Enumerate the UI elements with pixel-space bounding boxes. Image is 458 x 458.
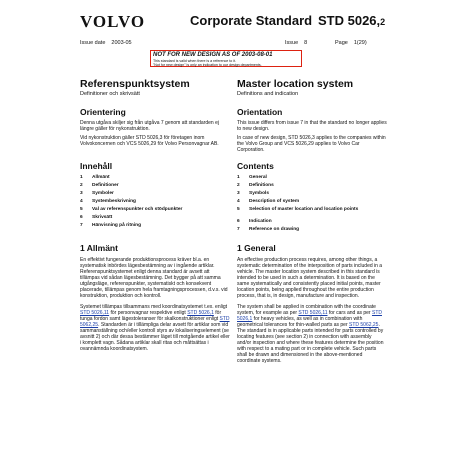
- toc-title: Symbols: [249, 191, 269, 196]
- toc-item: [237, 199, 387, 207]
- toc-title: Definitions: [249, 183, 274, 188]
- toc-item: [80, 175, 230, 183]
- toc-title: Description of system: [249, 199, 300, 204]
- toc-number: 6: [80, 215, 83, 220]
- swedish-contents-section: [80, 161, 230, 231]
- toc-number: 7: [237, 227, 240, 232]
- toc-title: General: [249, 175, 267, 180]
- toc-title: Reference on drawing: [249, 227, 300, 232]
- english-orientation-p2: In case of new design, STD 5026,3 applies to the companies within the Volvo Group and VCS 5026,29 applies to Volvo Car Corporation.: [237, 135, 386, 153]
- notice-line-2: "Not for new design" is only an indication to our design departments.: [153, 62, 262, 67]
- text-fragment: Systemet tillämpas tillsammans med koordinatsystemet t.ex. enligt: [80, 304, 227, 310]
- standard-number: [318, 13, 385, 28]
- toc-number: 1: [237, 175, 240, 180]
- toc-item: [80, 183, 230, 191]
- toc-title: Systembeskrivning: [92, 199, 136, 204]
- swedish-contents-heading: Innehåll: [80, 161, 113, 171]
- toc-title: Skrivsätt: [92, 215, 113, 220]
- page-number-value: 1(29): [353, 40, 367, 46]
- toc-number: 4: [80, 199, 83, 204]
- swedish-title: Referenspunktsystem: [80, 78, 190, 90]
- issue-date-value: 2003-05: [111, 40, 132, 46]
- text-fragment: . Standarden är i tillämpliga delar avsett för artiklar som vid sammanställning och/eller kontroll styrs av lokaliseringselement (se avsnitt 2) och där dessa bestämmer läget till motgående artikel eller i komplett vagn. Sådana artiklar skall ritas och måttsättas i ovannämnda koordinatsystem.: [80, 322, 230, 352]
- toc-item: [237, 207, 387, 219]
- notice-heading: NOT FOR NEW DESIGN AS OF 2003-08-01: [153, 52, 273, 58]
- toc-number: 3: [237, 191, 240, 196]
- text-fragment: for cars and as per: [327, 310, 372, 316]
- toc-item: [237, 175, 387, 183]
- text-fragment: för tunga fordon samt lägestoleranser för skalkonstruktioner enligt: [80, 310, 222, 322]
- toc-number: 5: [237, 207, 240, 212]
- english-general-section: [237, 243, 387, 364]
- text-fragment: . The standard is in applicable parts intended for parts controlled by locating features (see section 2) in connection with assembly and/or inspection and where these features determine the position with respect to a mating part or in complete vehicle. Such parts shall be drawn and dimensioned in the above-mentioned coordinate systems.: [237, 322, 384, 364]
- toc-item: [80, 199, 230, 207]
- swedish-toc: [80, 175, 230, 231]
- swedish-orientation-heading: Orientering: [80, 107, 126, 117]
- text-fragment: The system shall be applied in combination with the coordinate system, for example as per: [237, 304, 376, 316]
- english-orientation-section: [237, 107, 387, 153]
- toc-number: 7: [80, 223, 83, 228]
- volvo-logo: VOLVO: [80, 12, 146, 31]
- toc-number: 2: [237, 183, 240, 188]
- standard-number-main: STD 5026,: [318, 13, 381, 28]
- english-orientation-p1: This issue differs from issue 7 in that the standard no longer applies to new design.: [237, 120, 387, 132]
- issue-date-label: Issue date: [80, 40, 106, 46]
- english-general-p1: An effective production process requires, among other things, a systematic determination of the interposition of parts included in a vehicle. The master location system described in this standard is intended to be used in such a determination. It is based on the same systematically and consistently placed initial points, master location points, being applied throughout the entire production process, that is, in design, manufacture and inspection.: [237, 257, 383, 299]
- toc-title: Symboler: [92, 191, 114, 196]
- swedish-general-p2: [80, 304, 230, 352]
- english-orientation-heading: Orientation: [237, 107, 283, 117]
- english-general-heading: 1 General: [237, 243, 276, 253]
- swedish-general-p1: En effektivt fungerande produktionsprocess kräver bl.a. en systematisk inbördes lägesbestämning av i ingående artiklar. Referenspunktsystemet enligt denna standard är avsett att tillämpas vid sådan lägesbestämning. Det bygger på att samma utgångsläge, referenspunkter, systematiskt och konsekvent placerade, tillämpas genom hela framtagningsprocessen, d.v.s. vid konstruktion, produktion och kontroll.: [80, 257, 228, 299]
- toc-title: Definitioner: [92, 183, 119, 188]
- swedish-orientation-section: [80, 107, 230, 147]
- text-fragment: för personvagnar respektive enligt: [109, 310, 188, 316]
- toc-number: 2: [80, 183, 83, 188]
- issue-number: [285, 40, 307, 46]
- english-general-p2: [237, 304, 387, 364]
- toc-item: [80, 223, 230, 231]
- swedish-orientation-p1: Denna utgåva skiljer sig från utgåva 7 genom att standarden ej längre gäller för nykonstruktion.: [80, 120, 219, 132]
- toc-number: 1: [80, 175, 83, 180]
- english-toc: [237, 175, 387, 235]
- toc-item: [80, 191, 230, 199]
- notice-line-1: This standard is valid when there is a reference to it.: [153, 58, 237, 63]
- toc-item: [237, 183, 387, 191]
- english-contents-section: [237, 161, 387, 235]
- toc-title: Selection of master location and location points: [249, 207, 359, 212]
- toc-title: Val av referenspunkter och stödpunkter: [92, 207, 183, 212]
- english-title: Master location system: [237, 78, 354, 90]
- swedish-subtitle: Definitioner och skrivsätt: [80, 91, 140, 97]
- toc-item: [80, 215, 230, 223]
- english-contents-heading: Contents: [237, 161, 274, 171]
- std-link[interactable]: STD 5026,1: [237, 310, 382, 322]
- std-link[interactable]: STD 5062,25: [349, 322, 379, 328]
- standard-number-suffix: 2: [380, 17, 386, 27]
- toc-number: 5: [80, 207, 83, 212]
- issue-number-label: Issue: [285, 40, 299, 46]
- toc-item: [80, 207, 230, 215]
- toc-number: 3: [80, 191, 83, 196]
- not-for-new-design-notice: [150, 50, 302, 67]
- issue-number-value: 8: [304, 40, 308, 46]
- page-number-label: Page: [335, 40, 348, 46]
- toc-title: Allmänt: [92, 175, 110, 180]
- std-link[interactable]: STD 5026,11: [80, 310, 110, 316]
- toc-title: Indication: [249, 219, 272, 224]
- std-link[interactable]: STD 5062,25: [80, 316, 230, 328]
- text-fragment: for heavy vehicles, as well as in combination with geometrical tolerances for thin-walled parts as per: [237, 316, 363, 328]
- swedish-orientation-p2: Vid nykonstruktion gäller STD 5026,3 för företagen inom Volvokoncernen och VCS 5026,29 för Volvo Personvagnar AB.: [80, 135, 219, 147]
- toc-item: [237, 219, 387, 227]
- std-link[interactable]: STD 5026,1: [187, 310, 214, 316]
- swedish-general-heading: 1 Allmänt: [80, 243, 118, 253]
- english-column: [237, 78, 387, 364]
- toc-number: 4: [237, 199, 240, 204]
- toc-number: 6: [237, 219, 240, 224]
- toc-item: [237, 227, 387, 235]
- issue-date: [80, 40, 132, 46]
- toc-item: [237, 191, 387, 199]
- english-subtitle: Definitions and indication: [237, 91, 299, 97]
- toc-title: Hänvisning på ritning: [92, 223, 142, 228]
- page-number: [335, 40, 367, 46]
- document-type-title: Corporate Standard: [190, 13, 313, 28]
- std-link[interactable]: STD 5026,11: [298, 310, 328, 316]
- swedish-general-section: [80, 243, 230, 352]
- swedish-column: [80, 78, 230, 352]
